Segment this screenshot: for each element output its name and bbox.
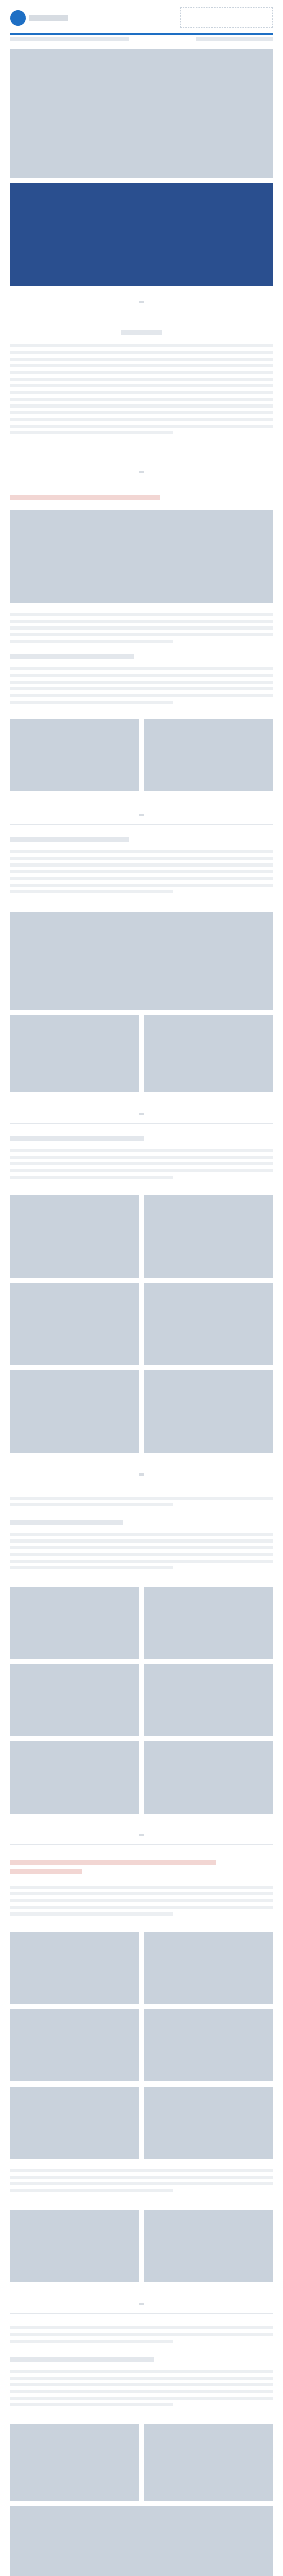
article-photo [10, 1587, 139, 1659]
cover-group-photo [10, 49, 273, 178]
logo-wordmark [29, 15, 68, 21]
article-photo [144, 2009, 273, 2081]
article-photo [10, 2210, 139, 2282]
article-photo [144, 1587, 273, 1659]
masthead [10, 7, 273, 44]
contents-list [10, 344, 273, 438]
article-body [10, 1149, 273, 1182]
article-photo [10, 1932, 139, 2004]
article-photo [144, 1283, 273, 1365]
article-photo [144, 2424, 273, 2501]
article-photo [144, 1015, 273, 1092]
logo [10, 10, 72, 26]
masthead-line-right [196, 37, 273, 41]
page-number [139, 2303, 144, 2305]
page-divider [10, 2313, 273, 2314]
article-heading [10, 495, 160, 500]
emblem-icon [10, 10, 26, 26]
page-divider [10, 1123, 273, 1124]
article-photo [10, 2009, 139, 2081]
article-body [10, 2326, 273, 2346]
article-body [10, 2169, 273, 2196]
article-photo [144, 2087, 273, 2159]
article-body [10, 1533, 273, 1573]
page-number [139, 814, 144, 816]
article-photo [10, 1741, 139, 1814]
article-heading [10, 1869, 82, 1874]
page-divider [10, 824, 273, 825]
article-photo [10, 2424, 139, 2501]
page-number [139, 1113, 144, 1115]
article-body [10, 2370, 273, 2410]
article-heading [10, 2357, 154, 2362]
article-heading [10, 1860, 216, 1865]
article-photo [144, 1741, 273, 1814]
article-photo [10, 1664, 139, 1736]
article-photo [144, 719, 273, 791]
article-photo [10, 2506, 273, 2576]
article-heading [10, 654, 134, 659]
page-number [139, 301, 144, 303]
article-heading [10, 1136, 144, 1141]
article-photo [10, 2087, 139, 2159]
article-photo [144, 1664, 273, 1736]
article-photo [10, 1015, 139, 1092]
masthead-rule [10, 33, 273, 35]
page-number [139, 1473, 144, 1476]
article-body [10, 613, 273, 647]
article-photo [10, 1283, 139, 1365]
article-photo [144, 1195, 273, 1278]
article-body [10, 850, 273, 897]
article-body [10, 667, 273, 707]
article-photo [144, 2210, 273, 2282]
page-number [139, 471, 144, 473]
article-photo [10, 1370, 139, 1453]
article-heading [10, 1520, 123, 1525]
cover-forum-banner [10, 183, 273, 286]
article-photo [10, 912, 273, 1010]
article-heading [10, 837, 129, 842]
article-body [10, 1886, 273, 1919]
article-photo [10, 1195, 139, 1278]
page-divider [10, 1844, 273, 1845]
article-photo [144, 1932, 273, 2004]
article-photo [144, 1370, 273, 1453]
article-body [10, 1497, 273, 1510]
bulletin-title [180, 7, 273, 28]
contents-heading [121, 330, 162, 335]
masthead-line-left [10, 37, 129, 41]
article-photo [10, 510, 273, 603]
article-photo [10, 719, 139, 791]
page-number [139, 1834, 144, 1836]
